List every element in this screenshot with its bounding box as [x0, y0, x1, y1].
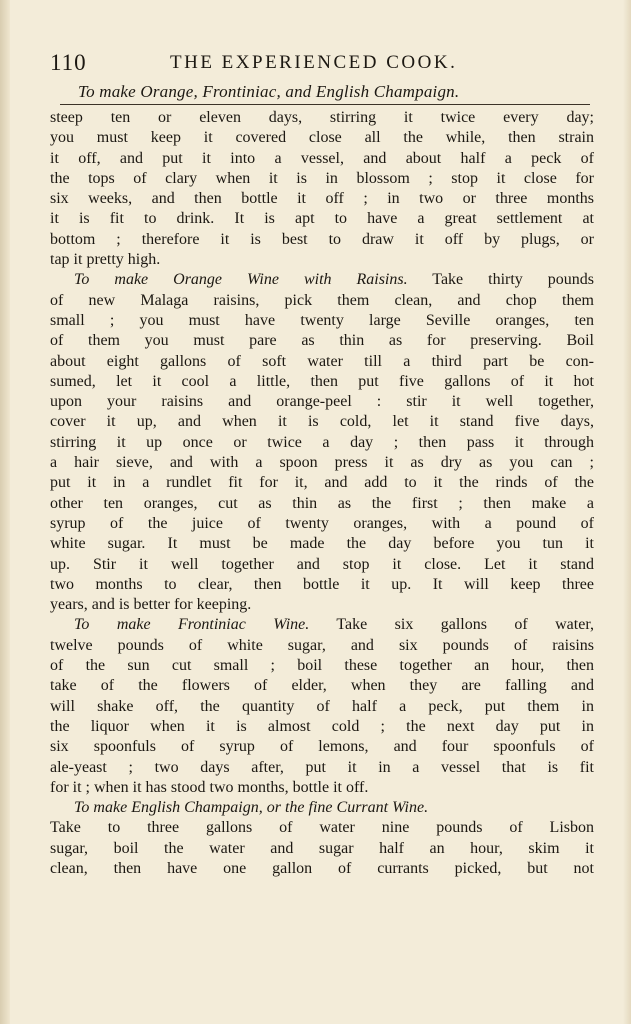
- text-line: ale-yeast ; two days after, put it in a vessel that is fit: [50, 758, 594, 776]
- recipe-first-line: [50, 615, 594, 635]
- text-line: it off, and put it into a vessel, and about half a peck of: [50, 149, 594, 167]
- text-line: other ten oranges, cut as thin as the first ; then make a: [50, 494, 594, 512]
- recipe-first-line: [50, 270, 594, 290]
- text-line: six spoonfuls of syrup of lemons, and four spoonfuls of: [50, 738, 594, 756]
- text-line: upon your raisins and orange-peel : stir it well together,: [50, 393, 594, 411]
- text-line: the liquor when it is almost cold ; the next day put in: [50, 717, 594, 735]
- text-line: for it ; when it has stood two months, bottle it off.: [50, 778, 369, 796]
- text-line: up. Stir it well together and stop it close. Let it stand: [50, 555, 594, 573]
- text-line: about eight gallons of soft water till a third part be con-: [50, 352, 594, 370]
- body-text: [50, 108, 594, 879]
- page-number: 110: [50, 50, 87, 75]
- text-line: will shake off, the quantity of half a peck, put them in: [50, 697, 594, 715]
- text-line: put it in a rundlet fit for it, and add to it the rinds of the: [50, 474, 594, 492]
- recipe-heading: To make English Champaign, or the fine Currant Wine.: [74, 799, 429, 817]
- text-line: the tops of clary when it is in blossom ; stop it close for: [50, 169, 594, 187]
- text-line: twelve pounds of white sugar, and six pounds of raisins: [50, 636, 594, 654]
- recipe-heading: To make Orange Wine with Raisins.: [74, 271, 408, 289]
- text-line: years, and is better for keeping.: [50, 596, 252, 614]
- text-line: of them you must pare as thin as for preserving. Boil: [50, 332, 594, 350]
- text-line: steep ten or eleven days, stirring it twice every day;: [50, 109, 594, 126]
- text-line: bottom ; therefore it is best to draw it off by plugs, or: [50, 230, 594, 248]
- title-rule: [60, 104, 590, 105]
- text-line: it is fit to drink. It is apt to have a great settlement at: [50, 210, 594, 228]
- text-line: take of the flowers of elder, when they are falling and: [50, 677, 594, 695]
- text-line: clean, then have one gallon of currants picked, but not: [50, 859, 594, 877]
- text-line: of new Malaga raisins, pick them clean, and chop them: [50, 291, 594, 309]
- running-head: THE EXPERIENCED COOK.: [170, 52, 458, 73]
- text-line: cover it up, and when it is cold, let it stand five days,: [50, 413, 594, 431]
- recipe-first-line: [50, 798, 594, 818]
- text-line: white sugar. It must be made the day before you tun it: [50, 535, 594, 553]
- text-line: small ; you must have twenty large Seville oranges, ten: [50, 311, 594, 329]
- recipe-heading: To make Frontiniac Wine.: [74, 616, 310, 634]
- text-line: two months to clear, then bottle it up. It will keep three: [50, 575, 594, 593]
- page-gutter-shadow: [0, 0, 10, 1024]
- text-line: Take to three gallons of water nine pounds of Lisbon: [50, 819, 594, 837]
- text-line: sugar, boil the water and sugar half an hour, skim it: [50, 839, 594, 857]
- page-edge-shadow: [623, 0, 631, 1024]
- recipe-first-line-text: Take thirty pounds: [432, 271, 594, 289]
- text-line: syrup of the juice of twenty oranges, with a pound of: [50, 514, 594, 532]
- text-line: you must keep it covered close all the while, then strain: [50, 129, 594, 147]
- text-line: six weeks, and then bottle it off ; in two or three months: [50, 190, 594, 208]
- text-line: sumed, let it cool a little, then put five gallons of it hot: [50, 372, 594, 390]
- text-line: tap it pretty high.: [50, 251, 161, 269]
- page-header: [50, 50, 590, 76]
- text-line: a hair sieve, and with a spoon press it as dry as you can ;: [50, 454, 594, 472]
- recipe-first-line-text: Take six gallons of water,: [336, 616, 594, 634]
- text-line: of the sun cut small ; boil these together an hour, then: [50, 657, 594, 675]
- section-title: To make Orange, Frontiniac, and English Champaign.: [78, 82, 460, 101]
- text-line: stirring it up once or twice a day ; then pass it through: [50, 433, 594, 451]
